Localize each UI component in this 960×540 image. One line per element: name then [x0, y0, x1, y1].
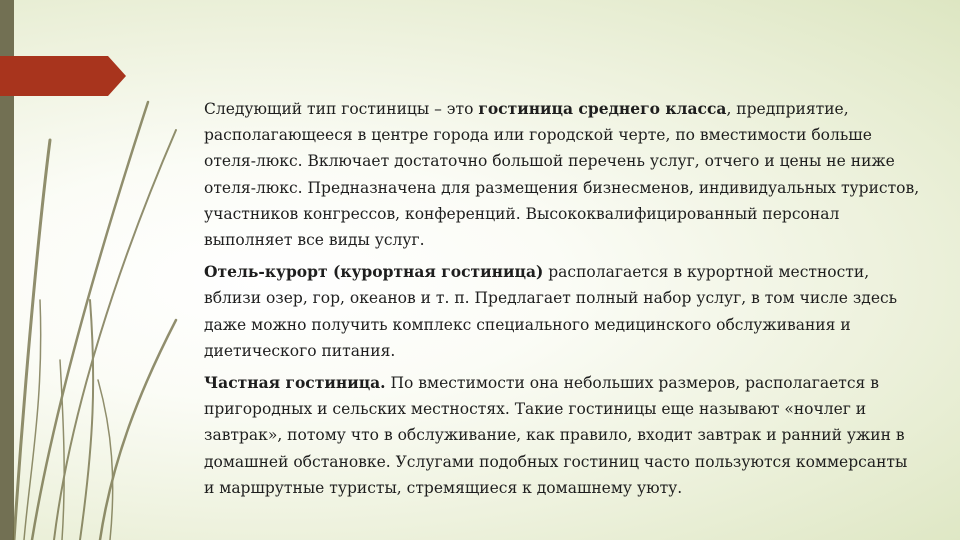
grass-blade — [54, 130, 176, 540]
slide-body-text — [204, 96, 920, 507]
paragraph-rest: располагается в курортной местности, вблизи озер, гор, океанов и т. п. Предлагает полный набор услуг, в том числе здесь даже можно получить комплекс специального медицинского обслуживания и диетического питания. — [204, 263, 898, 360]
title-arrow-banner — [0, 56, 126, 96]
paragraph-resort-hotel — [204, 259, 920, 364]
grass-blade — [80, 300, 93, 540]
paragraph-rest: , предприятие, располагающееся в центре города или городской черте, по вместимости больше отеля-люкс. Включает достаточно большой перечень услуг, отчего и цены не ниже отеля-люкс. Предназначена для размещения бизнесменов, индивидуальных туристов, участников конгрессов, конференций. Высококвалифицированный персонал выполняет все виды услуг. — [204, 100, 920, 250]
grass-blade — [32, 102, 148, 540]
term-resort-hotel: Отель-курорт (курортная гостиница) — [204, 262, 544, 282]
term-private-hotel: Частная гостиница. — [204, 373, 386, 393]
grass-blade — [100, 320, 176, 540]
grass-blade — [14, 140, 50, 540]
paragraph-lead: Следующий тип гостиницы – это — [204, 100, 479, 118]
term-mid-class-hotel: гостиница среднего класса — [478, 99, 727, 118]
paragraph-rest: По вместимости она небольших размеров, располагается в пригородных и сельских местностях. Такие гостиницы еще называют «ночлег и завтрак», потому что в обслуживание, как правило, входит завтрак и ранний ужин в домашней обстановке. Услугами подобных гостиниц часто пользуются коммерсанты и маршрутные туристы, стремящиеся к домашнему уюту. — [204, 374, 908, 497]
paragraph-mid-class-hotel — [204, 96, 920, 253]
paragraph-private-hotel — [204, 370, 920, 501]
